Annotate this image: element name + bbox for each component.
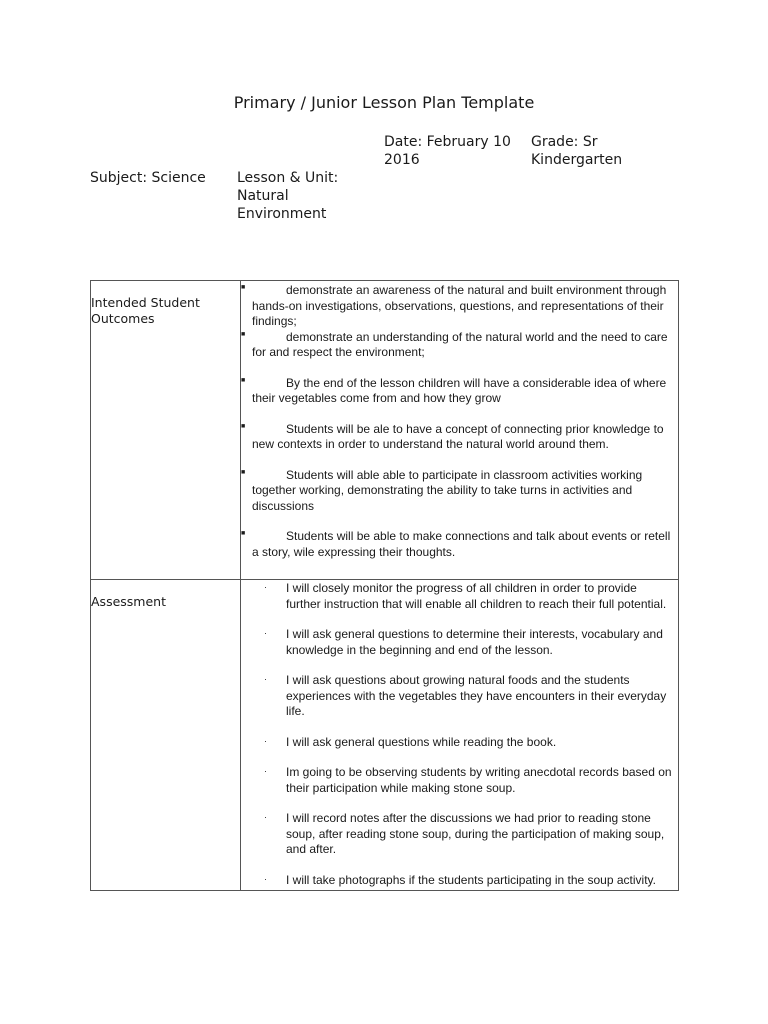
bullet-icon: ■ bbox=[241, 330, 246, 338]
bullet-icon: ■ bbox=[241, 284, 246, 291]
outcomes-list bbox=[241, 281, 678, 579]
list-item: · I will ask questions about growing natural foods and the students experiences with the vegetables they have encounters in their everyday life. bbox=[264, 673, 667, 718]
bullet-icon: ■ bbox=[241, 376, 246, 384]
list-item: ■ Students will be able to make connections and talk about events or retell a story, wile expressing their thoughts. bbox=[241, 529, 671, 559]
bullet-icon: ■ bbox=[241, 422, 246, 430]
document-title: Primary / Junior Lesson Plan Template bbox=[233, 93, 535, 112]
outcomes-row bbox=[91, 281, 679, 580]
bullet-icon: · bbox=[264, 674, 267, 684]
assessment-content-cell bbox=[241, 580, 679, 891]
assessment-row bbox=[91, 580, 679, 891]
outcomes-label: Intended Student Outcomes bbox=[91, 295, 200, 326]
assessment-label: Assessment bbox=[91, 594, 166, 609]
list-item: · I will closely monitor the progress of all children in order to provide further instruction that will enable all children to reach their full potential. bbox=[264, 581, 667, 611]
bullet-icon: · bbox=[264, 628, 267, 638]
bullet-icon: ■ bbox=[241, 530, 246, 537]
list-item: · I will ask general questions to determine their interests, vocabulary and knowledge in the beginning and end of the lesson. bbox=[264, 627, 663, 657]
list-item: · I will ask general questions while reading the book. bbox=[264, 734, 557, 749]
lesson-unit-field: Lesson & Unit: Natural Environment bbox=[237, 170, 339, 222]
bullet-icon: · bbox=[264, 812, 267, 822]
list-item: ■ demonstrate an awareness of the natural and built environment through hands-on investigations, observations, questions, and representations of their findings; bbox=[241, 283, 667, 328]
list-item: · I will take photographs if the students participating in the soup activity. bbox=[264, 872, 656, 887]
assessment-list bbox=[241, 580, 678, 890]
bullet-icon: · bbox=[264, 582, 267, 592]
bullet-icon: · bbox=[264, 766, 267, 776]
list-item: ■ Students will be ale to have a concept of connecting prior knowledge to new contexts in order to understand the natural world around them. bbox=[241, 421, 664, 451]
bullet-icon: ■ bbox=[241, 468, 246, 476]
list-item: · I will record notes after the discussions we had prior to reading stone soup, after reading stone soup, during the participation of making soup, and after. bbox=[264, 811, 665, 856]
lesson-plan-table bbox=[90, 280, 679, 891]
bullet-icon: · bbox=[264, 873, 267, 884]
date-field: Date: February 10 2016 bbox=[384, 134, 511, 168]
list-item: · Im going to be observing students by writing anecdotal records based on their participation while making stone soup. bbox=[264, 765, 672, 795]
subject-field: Subject: Science bbox=[90, 170, 206, 186]
list-item: ■ Students will able able to participate in classroom activities working together working, demonstrating the ability to take turns in activities and discussions bbox=[241, 467, 643, 513]
list-item: ■ demonstrate an understanding of the natural world and the need to care for and respect the environment; bbox=[241, 329, 668, 359]
outcomes-label-cell bbox=[91, 281, 241, 580]
outcomes-content-cell bbox=[241, 281, 679, 580]
grade-field: Grade: Sr Kindergarten bbox=[531, 134, 623, 168]
bullet-icon: · bbox=[264, 735, 267, 746]
list-item: ■ By the end of the lesson children will have a considerable idea of where their vegetables come from and how they grow bbox=[241, 375, 667, 405]
assessment-label-cell bbox=[91, 580, 241, 891]
